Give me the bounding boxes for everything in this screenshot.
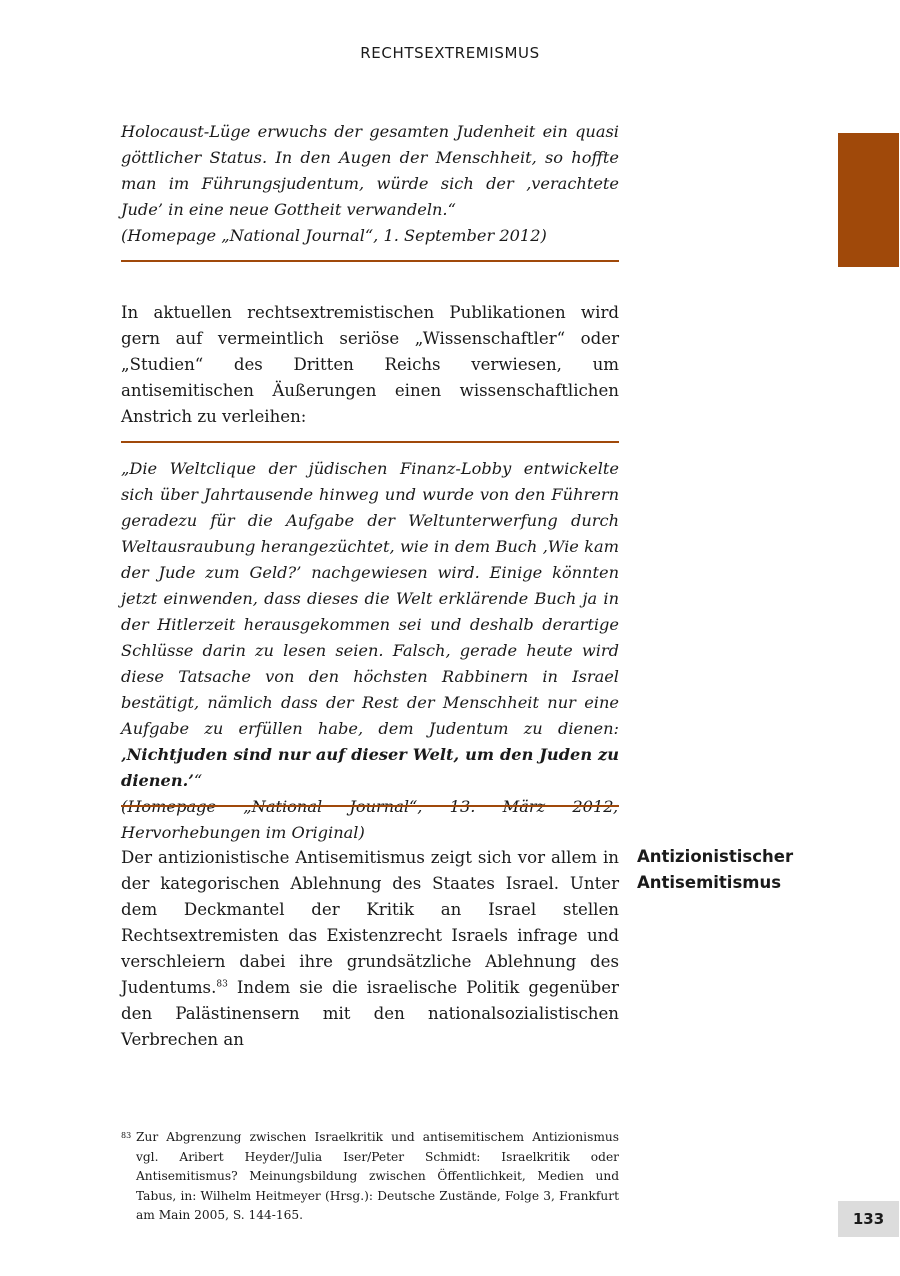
quote-block-2 — [121, 456, 619, 846]
footnote — [121, 1128, 619, 1226]
page-number: 133 — [838, 1201, 899, 1237]
quote-rule — [121, 260, 619, 262]
quote-block-1 — [121, 119, 619, 249]
footnote-number: 83 — [121, 1131, 132, 1140]
footnote-text: Zur Abgrenzung zwischen Israelkritik und antisemitischem Antizionismus vgl. Aribert Heyder/Julia Iser/Peter Schmidt: Israelkritik oder Antisemitismus? Meinungsbildung zwischen Öffentlichkeit, Medien und Tabus, in: Wilhelm Heitmeyer (Hrsg.): Deutsche Zustände, Folge 3, Frankfurt am Main 2005, S. 144-165. — [136, 1130, 619, 1222]
quote-1-source: (Homepage „National Journal“, 1. September 2012) — [121, 226, 547, 245]
quote-1-text: Holocaust-Lüge erwuchs der gesamten Judenheit ein quasi göttlicher Status. In den Augen der Menschheit, so hoffte man im Führungsjudentum, würde sich der ‚verachtete Jude’ in eine neue Gottheit verwandeln.“ — [121, 122, 619, 219]
quote-2-body: „Die Weltclique der jüdischen Finanz-Lobby entwickelte sich über Jahrtausende hinweg und wurde von den Führern geradezu für die Aufgabe der Weltunterwerfung durch Weltausraubung herangezüchtet, wie in dem Buch ‚Wie kam der Jude zum Geld?’ nachgewiesen wird. Einige könnten jetzt einwenden, dass dieses die Welt erklärende Buch ja in der Hitlerzeit herausgekommen sei und deshalb derartige Schlüsse darin zu lesen seien. Falsch, gerade heute wird diese Tatsache von den höchsten Rabbinern in Israel bestätigt, nämlich dass der Rest der Menschheit nur eine Aufgabe zu erfüllen habe, dem Judentum zu dienen: — [121, 459, 619, 738]
paragraph-2-text — [121, 845, 619, 1053]
paragraph-2-part-2: Indem sie die israelische Politik gegenüber den Palästinensern mit den nationalsozialistischen Verbrechen an — [121, 978, 619, 1049]
quote-2-closing: “ — [193, 771, 203, 790]
margin-heading-line-2: Antisemitismus — [637, 873, 782, 892]
quote-2-emphasis: ‚Nichtjuden sind nur auf dieser Welt, um den Juden zu dienen.’ — [121, 745, 619, 790]
body-paragraph-2 — [121, 845, 619, 1053]
paragraph-1-text: In aktuellen rechtsextremistischen Publikationen wird gern auf vermeintlich seriöse „Wissenschaftler“ oder „Studien“ des Dritten Reichs verwiesen, um antisemitischen Äußerungen einen wissenschaftlichen Anstrich zu verleihen: — [121, 303, 619, 426]
margin-heading — [637, 844, 793, 896]
quote-rule — [121, 805, 619, 807]
margin-heading-line-1: Antizionistischer — [637, 847, 794, 866]
quote-2-source: (Homepage „National Journal“, 13. März 2012; Hervorhebungen im Original) — [121, 797, 619, 842]
body-paragraph-1 — [121, 300, 619, 430]
quote-2-text — [121, 456, 619, 794]
paragraph-2-part-1: Der antizionistische Antisemitismus zeigt sich vor allem in der kategorischen Ablehnung des Staates Israel. Unter dem Deckmantel der Kritik an Israel stellen Rechtsextremisten das Existenzrecht Israels infrage und verschleiern dabei ihre grundsätzliche Ablehnung des Judentums. — [121, 848, 619, 997]
quote-rule — [121, 441, 619, 443]
running-head: RECHTSEXTREMISMUS — [360, 44, 540, 62]
chapter-tab — [838, 133, 899, 267]
footnote-reference[interactable]: 83 — [216, 979, 228, 990]
